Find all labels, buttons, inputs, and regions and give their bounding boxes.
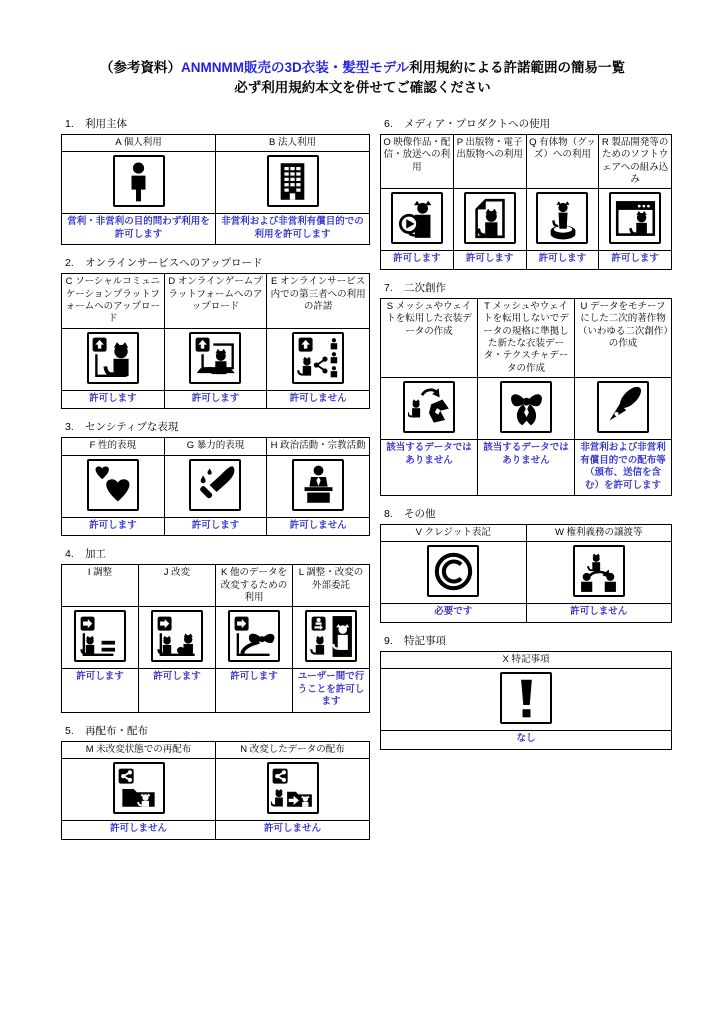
header-personal-use: A 個人利用 xyxy=(62,135,216,152)
new-costume-icon xyxy=(500,381,552,433)
header-modify-other: K 他のデータを改変するための利用 xyxy=(216,565,293,607)
result-modify-other: 許可します xyxy=(216,669,293,713)
title-product-name: ANMNMM販売の3D衣装・髪型モデル xyxy=(180,60,410,75)
derivative-works-table xyxy=(380,298,672,496)
section-special-notes xyxy=(380,633,672,750)
result-social-upload: 許可します xyxy=(62,390,165,409)
mesh-reuse-icon xyxy=(403,381,455,433)
result-personal-use: 営利・非営利の目的問わず利用を許可します xyxy=(62,214,216,245)
section-others xyxy=(380,506,672,623)
media-product-table xyxy=(380,134,672,270)
section-usage-subject-label: 1. 利用主体 xyxy=(65,118,127,130)
result-mesh-reuse: 該当するデータではありません xyxy=(381,439,478,495)
header-new-costume: T メッシュやウェイトを転用しないでデータの規格に準拠した新たな衣装データ・テクスチャデータの作成 xyxy=(478,298,575,377)
publication-page-icon xyxy=(464,192,516,244)
result-software: 許可します xyxy=(599,251,672,270)
result-publication: 許可します xyxy=(453,251,526,270)
header-third-party-license: E オンラインサービス内での第三者への利用の許諾 xyxy=(267,274,370,328)
section-derivative-label: 7. 二次創作 xyxy=(384,281,446,294)
header-video: O 映像作品・配信・放送への利用 xyxy=(381,135,454,189)
result-game-upload: 許可します xyxy=(164,390,267,409)
outsource-icon xyxy=(305,610,357,662)
sensitive-expression-table xyxy=(61,437,370,536)
header-game-upload: D オンラインゲームプラットフォームへのアップロード xyxy=(164,274,267,328)
adjust-equal-icon xyxy=(74,610,126,662)
left-column xyxy=(61,116,370,850)
section-processing-label: 4. 加工 xyxy=(65,548,106,561)
result-fanart: 非営利および非営利有償目的での配布等（頒布、送信を含む）を許可します xyxy=(575,439,672,495)
title-prefix: （参考資料） xyxy=(99,60,181,75)
title-suffix: 利用規約による許諾範囲の簡易一覧 xyxy=(409,60,626,75)
section-online-upload-label: 2. オンラインサービスへのアップロード xyxy=(65,257,263,270)
result-third-party-license: 許可しません xyxy=(267,390,370,409)
upload-person-icon xyxy=(87,332,139,384)
hearts-icon xyxy=(87,459,139,511)
online-upload-table xyxy=(61,273,370,409)
redistribute-folder-icon xyxy=(113,762,165,814)
header-violent: G 暴力的表現 xyxy=(164,438,267,455)
result-corporate-use: 非営利および非営利有償目的での利用を許可します xyxy=(216,214,370,245)
header-political-religious: H 政治活動・宗教活動 xyxy=(267,438,370,455)
modify-other-data-icon xyxy=(228,610,280,662)
special-notes-table xyxy=(380,651,672,750)
result-political-religious: 許可しません xyxy=(267,517,370,536)
section-online-upload xyxy=(61,255,370,409)
header-sexual: F 性的表現 xyxy=(62,438,165,455)
header-mesh-reuse: S メッシュやウェイトを転用した衣装データの作成 xyxy=(381,298,478,377)
rights-transfer-icon xyxy=(573,545,625,597)
result-modify: 許可します xyxy=(139,669,216,713)
header-corporate-use: B 法人利用 xyxy=(216,135,370,152)
result-redistribute-unmodified: 許可しません xyxy=(62,821,216,840)
section-media-label: 6. メディア・プロダクトへの使用 xyxy=(384,118,551,130)
page-title xyxy=(0,58,725,99)
header-modify: J 改変 xyxy=(139,565,216,607)
section-special-notes-label: 9. 特記事項 xyxy=(384,634,446,647)
section-redistribution-label: 5. 再配布・配布 xyxy=(65,724,148,737)
upload-game-icon xyxy=(189,332,241,384)
result-video: 許可します xyxy=(381,251,454,270)
video-play-icon xyxy=(391,192,443,244)
header-publication: P 出版物・電子出版物への利用 xyxy=(453,135,526,189)
section-sensitive-label: 3. センシティブな表現 xyxy=(65,421,179,434)
redistribution-table xyxy=(61,741,370,840)
header-fanart: U データをモチーフにした二次的著作物（いわゆる二次創作）の作成 xyxy=(575,298,672,377)
software-window-icon xyxy=(609,192,661,244)
modify-cats-icon xyxy=(151,610,203,662)
header-special-notes: X 特記事項 xyxy=(381,651,672,668)
header-adjust: I 調整 xyxy=(62,565,139,607)
header-software: R 製品開発等のためのソフトウェアへの組み込み xyxy=(599,135,672,189)
exclamation-icon xyxy=(500,672,552,724)
result-new-costume: 該当するデータではありません xyxy=(478,439,575,495)
result-adjust: 許可します xyxy=(62,669,139,713)
usage-subject-table xyxy=(61,134,370,245)
building-icon xyxy=(267,155,319,207)
upload-share-icon xyxy=(292,332,344,384)
knife-icon xyxy=(189,459,241,511)
others-table xyxy=(380,524,672,623)
person-icon xyxy=(113,155,165,207)
title-line2: 必ず利用規約本文を併せてご確認ください xyxy=(234,80,491,96)
result-special-notes: なし xyxy=(381,731,672,750)
section-others-label: 8. その他 xyxy=(384,508,436,521)
result-goods: 許可します xyxy=(526,251,599,270)
section-media-product xyxy=(380,116,672,270)
header-outsource: L 調整・改変の外部委託 xyxy=(293,565,370,607)
section-derivative-works xyxy=(380,280,672,496)
header-distribute-modified: N 改変したデータの配布 xyxy=(216,741,370,758)
section-usage-subject xyxy=(61,116,370,245)
header-rights-transfer: W 権利義務の譲渡等 xyxy=(526,525,672,542)
header-redistribute-unmodified: M 未改変状態での再配布 xyxy=(62,741,216,758)
result-rights-transfer: 許可しません xyxy=(526,604,672,623)
section-redistribution xyxy=(61,723,370,840)
distribute-modified-icon xyxy=(267,762,319,814)
section-processing xyxy=(61,546,370,713)
pen-icon xyxy=(597,381,649,433)
processing-table xyxy=(61,564,370,713)
result-distribute-modified: 許可しません xyxy=(216,821,370,840)
result-sexual: 許可します xyxy=(62,517,165,536)
figurine-icon xyxy=(536,192,588,244)
result-violent: 許可します xyxy=(164,517,267,536)
copyright-icon xyxy=(427,545,479,597)
result-credit: 必要です xyxy=(381,604,527,623)
title-line1 xyxy=(0,58,725,78)
right-column xyxy=(380,116,672,760)
result-outsource: ユーザー間で行うことを許可します xyxy=(293,669,370,713)
header-social-upload: C ソーシャルコミュニケーションプラットフォームへのアップロード xyxy=(62,274,165,328)
podium-icon xyxy=(292,459,344,511)
header-credit: V クレジット表記 xyxy=(381,525,527,542)
section-sensitive-expression xyxy=(61,419,370,536)
header-goods: Q 有体物（グッズ）への利用 xyxy=(526,135,599,189)
